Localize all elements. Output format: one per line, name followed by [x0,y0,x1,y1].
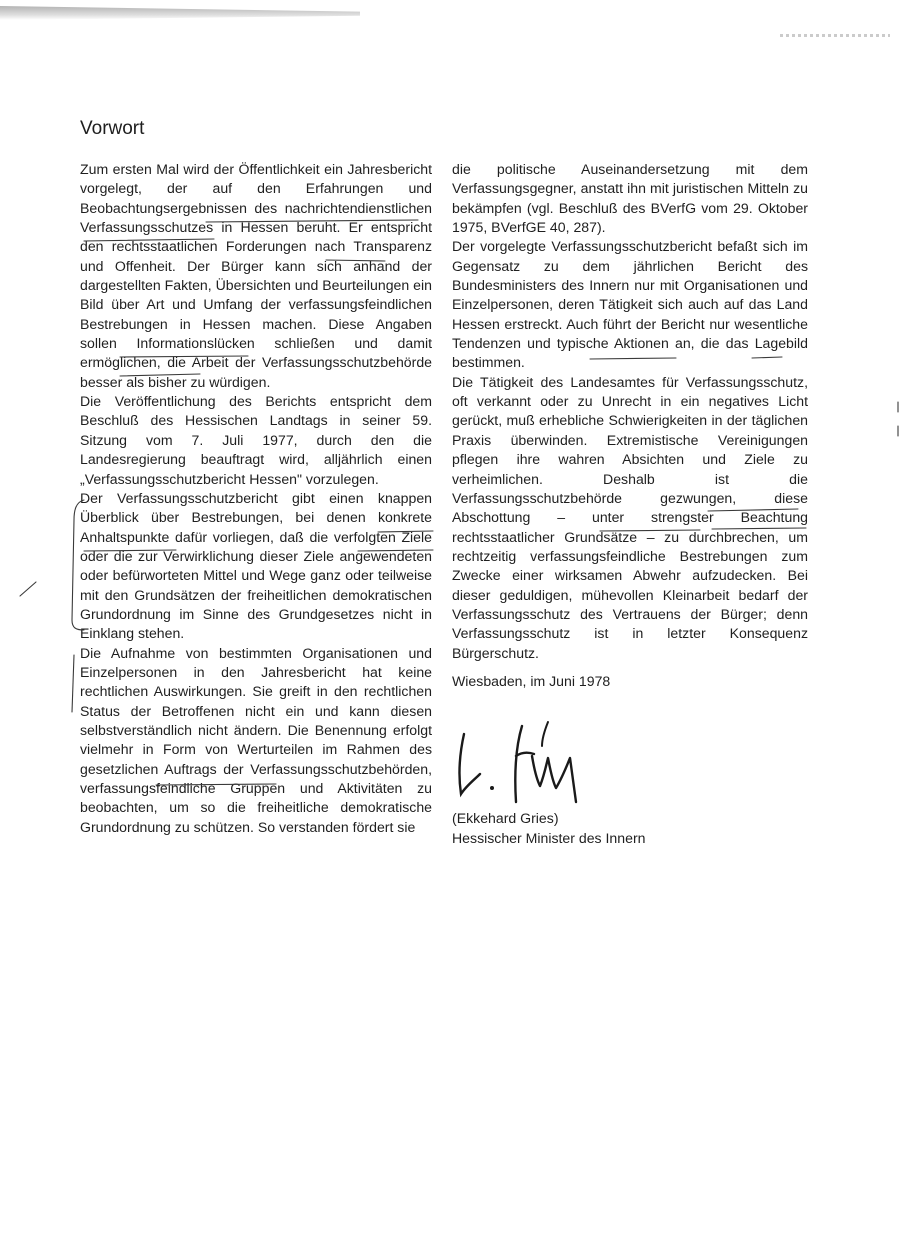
margin-tick [20,582,36,596]
signer-name: (Ekkehard Gries) [452,810,559,826]
paragraph-5: die politische Auseinandersetzung mit dem Verfassungsgegner, anstatt ihn mit juristischen Mitteln zu bekämpfen (vgl. Beschluß des BVerfG vom 29. Oktober 1975, BVerfGE 40, 287). [452,161,808,236]
paragraph-2: Die Veröffentlichung des Berichts entspricht dem Beschluß des Hessischen Landtags in seiner 59. Sitzung vom 7. Juli 1977, durch den die Landesregierung beauftragt wird, alljährlich einen „Verfassungsschutzbericht Hessen" vorzulegen. [80,393,432,487]
paragraph-1: Zum ersten Mal wird der Öffentlichkeit ein Jahresbericht vorgelegt, der auf den Erfahrungen und Beobachtungsergebnissen des nachrichtendienstlichen Verfassungsschutzes in Hessen beruht. Er entspricht den rechtsstaatlichen Forderungen nach Transparenz und Offenheit. Der Bürger kann sich anhand der dargestellten Fakten, Übersichten und Beurteilungen ein Bild über Art und Umfang der verfassungsfeindlichen Bestrebungen in Hessen machen. Diese Angaben sollen Informationslücken schließen und damit ermöglichen, die Arbeit der Verfassungsschutzbehörde besser als bisher zu würdigen. [80,161,432,390]
paragraph-7: Die Tätigkeit des Landesamtes für Verfassungsschutz, oft verkannt oder zu Unrecht in ein negatives Licht gerückt, muß erhebliche Schwierigkeiten in der täglichen Praxis überwinden. Extremistische Vereinigungen pflegen ihre wahren Absichten und Ziele zu verheimlichen. Deshalb ist die Verfassungsschutzbehörde gezwungen, diese Abschottung – unter strengster Beachtung rechtsstaatlicher Grundsätze – zu durchbrechen, um rechtzeitig verfassungsfeindliche Bestrebungen zum Zwecke einer wirksamen Abwehr aufzudecken. Bei dieser geduldigen, mühevollen Kleinarbeit bedarf der Verfassungsschutz des Vertrauens der Bürger; denn Verfassungsschutz ist in letzter Konsequenz Bürgerschutz. [452,373,808,661]
scan-edge-noise [780,34,890,37]
left-column [80,160,432,837]
scan-edge-shadow [0,6,360,20]
page-title: Vorwort [80,118,145,139]
right-column [452,160,808,663]
handwritten-signature [452,712,602,808]
paragraph-4: Die Aufnahme von bestimmten Organisationen und Einzelpersonen in den Jahresbericht hat keine rechtlichen Auswirkungen. Sie greift in den rechtlichen Status der Betroffenen nicht ein und kann diesen selbstverständlich nicht ändern. Die Benennung erfolgt vielmehr in Form von Werturteilen im Rahmen des gesetzlichen Auftrags der Verfassungsschutzbehörden, verfassungsfeindliche Gruppen und Aktivitäten zu beobachten, um so die freiheitliche demokratische Grundordnung zu schützen. So verstanden fördert sie [80,644,432,835]
margin-bracket [72,655,74,712]
paragraph-3: Der Verfassungsschutzbericht gibt einen knappen Überblick über Bestrebungen, bei denen konkrete Anhaltspunkte dafür vorliegen, daß die verfolgten Ziele oder die zur Verwirklichung dieser Ziele angewendeten oder befürworteten Mittel und Wege ganz oder teilweise mit den Grundsätzen der freiheitlichen demokratischen Grundordnung im Sinne des Grundgesetzes nicht in Einklang stehen. [80,489,432,642]
paragraph-6: Der vorgelegte Verfassungsschutzbericht befaßt sich im Gegensatz zu dem jährlichen Bericht des Bundesministers des Innern nur mit Organisationen und Einzelpersonen, deren Tätigkeit sich auch auf das Land Hessen erstreckt. Auch führt der Bericht nur wesentliche Tendenzen und typische Aktionen an, die das Lagebild bestimmen. [452,238,808,371]
signer-title: Hessischer Minister des Innern [452,830,646,846]
place-date: Wiesbaden, im Juni 1978 [452,673,611,689]
